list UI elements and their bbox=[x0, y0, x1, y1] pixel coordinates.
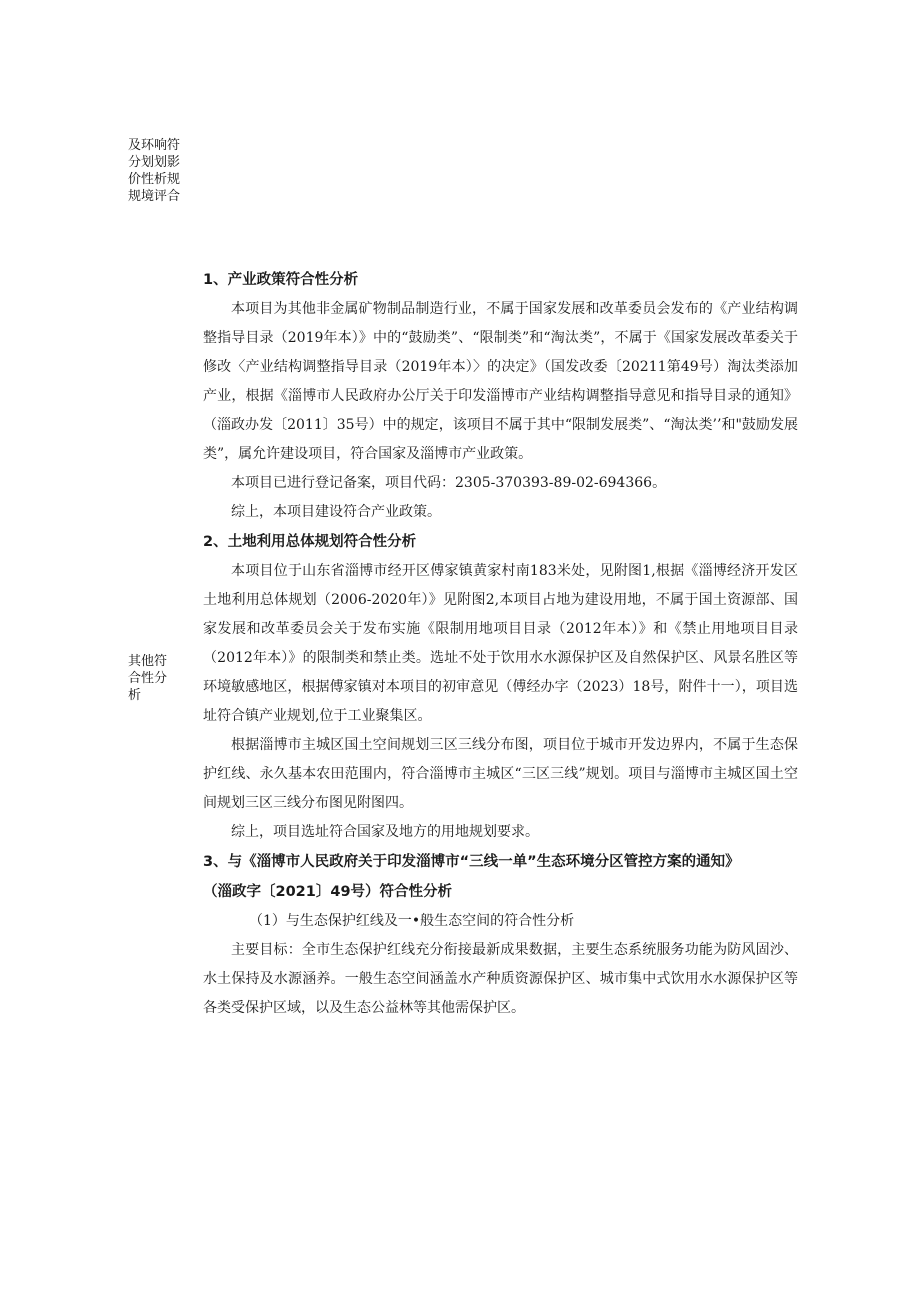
section-2-para-3: 综上，项目选址符合国家及地方的用地规划要求。 bbox=[231, 824, 539, 840]
section-3-subheading-1: （1）与生态保护红线及一•般生态空间的符合性分析 bbox=[249, 913, 575, 929]
section-1-para-2: 本项目已进行登记备案，项目代码：2305-370393-89-02-694366。 bbox=[231, 475, 667, 491]
section-2-title: 2、土地利用总体规划符合性分析 bbox=[203, 534, 417, 550]
section-3-title-line-1: 3、与《淄博市人民政府关于印发淄博市“三线一单”生态环境分区管控方案的通知》 bbox=[203, 854, 740, 870]
section-1-para-1: 本项目为其他非金属矿物制品制造行业，不属于国家发展和改革委员会发布的《产业结构调整指导目录（2019年本）》中的“鼓励类”、“限制类”和“淘汰类”，不属于《国家发展改革委关于修改〈产业结构调整指导目录（2019年本）〉的决定》（国发改委〔20211第49号）淘汰类添加产业，根据《淄博市人民政府办公厅关于印发淄博市产业结构调整指导意见和指导目录的通知》（淄政办发〔2011〕35号）中的规定，该项目不属于其中“限制发展类”、“淘汰类’’和"鼓励发展类”，属允许建设项目，符合国家及淄博市产业政策。 bbox=[203, 301, 798, 462]
side-label-other-compliance: 其他符合性分析 bbox=[128, 654, 168, 703]
section-2-para-1: 本项目位于山东省淄博市经开区傅家镇黄家村南183米处，见附图1,根据《淄博经济开发区土地利用总体规划（2006-2020年）》见附图2,本项目占地为建设用地，不属于国土资源部、国家发展和改革委员会关于发布实施《限制用地项目目录（2012年本）》和《禁止用地项目目录（2012年本）》的限制类和禁止类。选址不处于饮用水水源保护区及自然保护区、风景名胜区等环境敏感地区，根据傅家镇对本项目的初审意见（傅经办字（2023）18号，附件十一），项目选址符合镇产业规划,位于工业聚集区。 bbox=[203, 563, 798, 724]
section-3-title-line-2: （淄政字〔2021〕49号）符合性分析 bbox=[203, 884, 453, 900]
section-3-para-1: 主要目标：全市生态保护红线充分衔接最新成果数据，主要生态系统服务功能为防风固沙、水土保持及水源涵养。一般生态空间涵盖水产种质资源保护区、城市集中式饮用水水源保护区等各类受保护区域，以及生态公益林等其他需保护区。 bbox=[203, 942, 798, 1016]
section-2-para-2: 根据淄博市主城区国土空间规划三区三线分布图，项目位于城市开发边界内，不属于生态保护红线、永久基本农田范围内，符合淄博市主城区“三区三线”规划。项目与淄博市主城区国土空间规划三区三线分布图见附图四。 bbox=[203, 737, 798, 811]
section-1-para-3: 综上，本项目建设符合产业政策。 bbox=[231, 504, 441, 520]
main-content bbox=[203, 265, 798, 1023]
side-label-env-impact: 及环响符分划划影价性析规规境评合 bbox=[128, 138, 181, 204]
section-1-title: 1、产业政策符合性分析 bbox=[203, 272, 359, 288]
